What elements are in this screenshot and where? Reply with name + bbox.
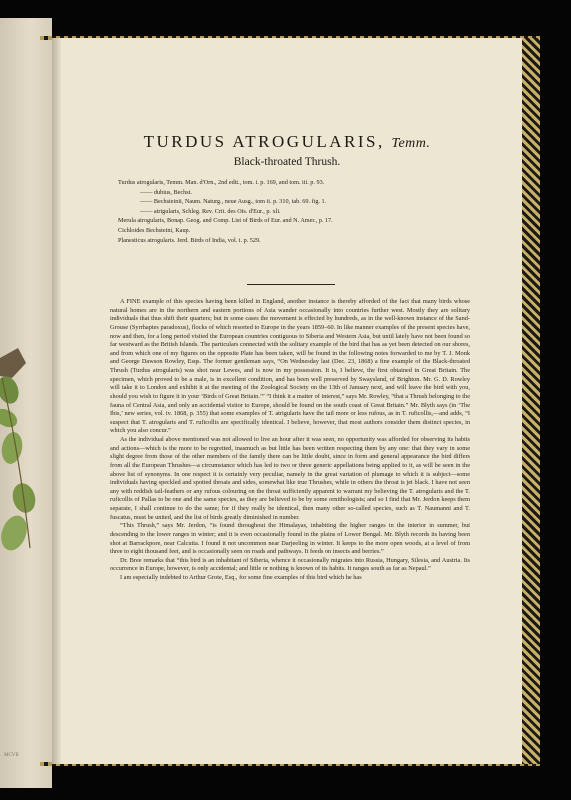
paragraph: “This Thrush,” says Mr. Jerdon, “is found throughout the Himalayas, inhabiting the higher ranges in the interior in summer, but descending to the lower ranges in winter; and it is even occasionally found in the plains of Lower Bengal. Mr. Blyth records its having been shot at Barrackpore, near Calcutta. I found it not uncommon near Darjeeling in winter. It keeps to the more open woods, at a level of from three to eight thousand feet, and is occasionally seen on roads and pathways. It feeds on insects and berries.” <box>110 522 470 556</box>
page-mark: MCVII <box>4 753 19 758</box>
species-author: Temm. <box>391 136 431 151</box>
common-name: Black-throated Thrush. <box>233 156 341 168</box>
synonym-line: Merula atrogularis, Bonap. Geog. and Comp. List of Birds of Eur. and N. Amer., p. 17. <box>118 217 333 225</box>
paragraph: Dr. Bree remarks that “this bird is an inhabitant of Siberia, whence it occasionally migrates into Russia, Hungary, Silesia, and Austria. Its occurrence in Europe, however, is only accidental; and little or nothing is known of its habits. It ranges south as far as Nepaul.” <box>110 556 470 573</box>
synonym-line: Cichloides Bechsteini, Kaup. <box>118 226 191 234</box>
paragraph: As the individual above mentioned was not allowed to live an hour after it was seen, no opportunity was afforded for observing its habits and actions—which is the more to be regretted, inasmuch as but little has been written respecting them by any one: that they vary in some slight degree from those of the other members of the family there can be little doubt, since in form and general appearance the bird differs from all the European Thrushes—a circumstance which has led to two or three generic appellations being applied to it, as will be seen in the above list of synonyms. In one respect it is certainly very peculiar, namely in the great variation of plumage to which it is subject—some individuals having speckled and spotted throats and sides, somewhat like true Thrushes, while in others the throat is jet black. I have not seen any with reddish tail-feathers or any rufous colouring on the throat sufficiently apparent to warrant my believing the T. atrogularis and the T. ruficollis of Pallas to be one and the same species, as they are believed to be by some ornithologists; and so I find that Mr. Jerdon keeps them separate, I shall continue to do the same; for if they really be identical, then many other so-called species, such as T. Naumanni and T. fuscatus, must be united, and the list of birds greatly diminished in number. <box>110 436 470 521</box>
facing-page <box>0 18 52 788</box>
paragraph: A FINE example of this species having been killed in England, another instance is thereby afforded of the fact that many birds whose natural homes are in the northern and eastern portions of Asia wander occasionally into countries further west. Mostly they are solitary individuals that thus shift their quarters; but in some cases the movement is effected by hundreds, as in the well-known instance of the Sand-Grouse (Syrrhaptes paradoxus), flocks of which resorted to Europe in the years 1859–60. In like manner examples of the present species have, now and then, for a long period visited the European countries contiguous to Siberia and Western Asia, but until lately have not been found so far westward as the British Islands. The particulars connected with the solitary example of the bird that has as yet been detected on our shores, and from which one of my figures on the opposite Plate has been taken, will be found in the following notes forwarded to me by T. J. Monk and George Dawson Rowley, Esqs. The former gentleman says, “On Wednesday last (Dec. 23, 1868) a fine example of the Black-throated Thrush (Turdus atrogularis) was shot near Lewes, and is now in my possession. It is, I believe, the first obtained in Great Britain. The specimen, which proved to be a male, is in excellent condition, and has been well preserved by Swaysland, of Brighton. Mr. G. D. Rowley will take it to London and exhibit it at the meeting of the Zoological Society on the 13th of January next, and will leave the bird with you, should you wish to figure it in your ‘Birds of Great Britain.’” “I think it a matter of interest,” says Mr. Rowley, “that a Thrush belonging to the fauna of Central Asia, and only an accidental visitor to Europe, should be found on the south coast of Great Britain.” Mr. Blyth says (in ‘The Ibis,’ new series, vol. iv. 1868, p. 355) that some examples of T. atrigularis have the tail more or less rufous, as in T. ruficollis,—and adds, “I suspect that T. atrogularis and T. ruficollis are specifically identical. I believe, however, that most authors consider them distinct species, in which you also concur.” <box>110 298 470 435</box>
text-page <box>52 38 522 764</box>
synonym-line: —— dubius, Bechst. <box>140 188 192 196</box>
synonym-line: —— atrigularis, Schleg. Rev. Crit. des Ois. d'Eur., p. xli. <box>140 207 281 215</box>
bird-plate-fragment <box>0 318 48 558</box>
body-text <box>110 298 470 583</box>
synonym-line: Planesticus atrogularis. Jerd. Birds of India, vol. i. p. 529. <box>118 236 261 244</box>
species-title <box>52 132 522 152</box>
species-name: TURDUS ATROGULARIS, <box>143 132 385 151</box>
synonym-list <box>118 178 518 245</box>
synonym-line: —— Bechsteinii, Naum. Naturg., neue Ausg., tom ii. p. 310, tab. 69. fig. 1. <box>140 198 327 206</box>
divider-rule <box>247 284 335 285</box>
paragraph: I am especially indebted to Arthur Grote, Esq., for some fine examples of this bird which he has <box>120 574 362 581</box>
synonym-line: Turdus atrogularis, Temm. Man. d'Orn., 2nd edit., tom. i. p. 169, and tom. iii. p. 93. <box>118 179 325 186</box>
